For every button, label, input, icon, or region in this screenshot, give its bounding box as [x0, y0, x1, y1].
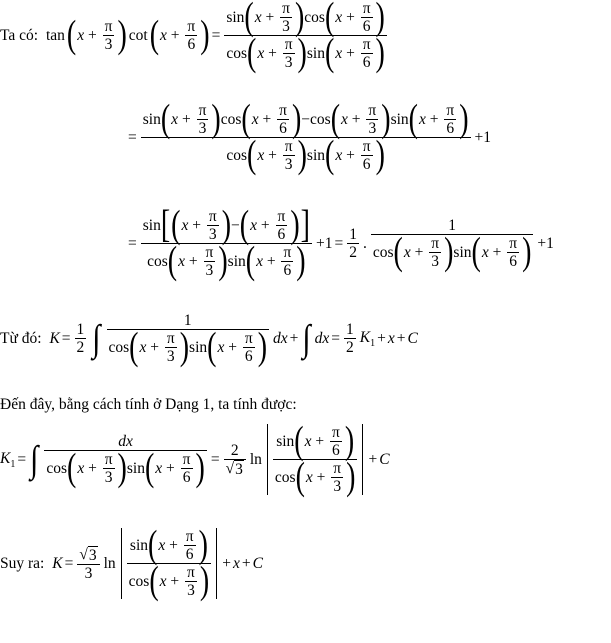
equation-line-4: Từ đó: K = $\frac{1}{2}$ ∫ 1 cos ( x + $\frac{\pi}{3}$ ) sin ( x + $\frac{\pi}{6}$ ) dx + ∫ dx = $\frac{1}{2}$ $K_1$ + x + C [0, 312, 418, 365]
text-den-day: Đến đây, bằng cách tính ở Dạng 1, ta tính được: [0, 396, 297, 413]
equation-line-7: Suy ra: K = √ 3 3 ln sin ( x + $\frac{\pi}{6}$ ) cos ( x + $\frac{\pi}{3}$ ) + x + C [0, 528, 263, 599]
label-suy-ra: Suy ra: [0, 554, 45, 572]
equation-line-6: $K_1$ = ∫ dx cos ( x + $\frac{\pi}{3}$ ) sin ( x + $\frac{\pi}{6}$ ) = 2 √ 3 ln sin ( x + $\frac{\pi}{6}$ ) cos ( x + $\frac{\pi}{3}$ ) + C [0, 424, 390, 495]
label-tu-do: Từ đó: [0, 329, 42, 347]
equation-line-1: Ta có: tan ( x + $\frac{\pi}{3}$ ) cot ( x + $\frac{\pi}{6}$ ) = sin ( x + $\frac{\pi}{3}$ ) cos ( x + $\frac{\pi}{6}$ ) cos ( x + $\frac{\pi}{3}$ ) sin ( x + $\frac{\pi}{6}$ ) [0, 0, 389, 71]
equation-line-3: = sin ( [ x + $\frac{\pi}{3}$ ) − ( x + $\frac{\pi}{6}$ ) ] cos ( x + $\frac{\pi}{3}$ ) sin ( x + $\frac{\pi}{6}$ ) +1 = $\frac{1}{2}$ . 1 cos ( x + $\frac{\pi}{3}$ ) sin ( x + $\frac{\pi}{6}$ ) +1 [128, 208, 554, 279]
label-ta-co: Ta có: [0, 26, 39, 44]
equation-line-2: = sin ( x + $\frac{\pi}{3}$ ) cos ( x + $\frac{\pi}{6}$ ) − cos ( x + $\frac{\pi}{3}$ ) sin ( x + $\frac{\pi}{6}$ ) cos ( x + $\frac{\pi}{3}$ ) sin ( x + $\frac{\pi}{6}$ ) +1 [128, 102, 491, 173]
